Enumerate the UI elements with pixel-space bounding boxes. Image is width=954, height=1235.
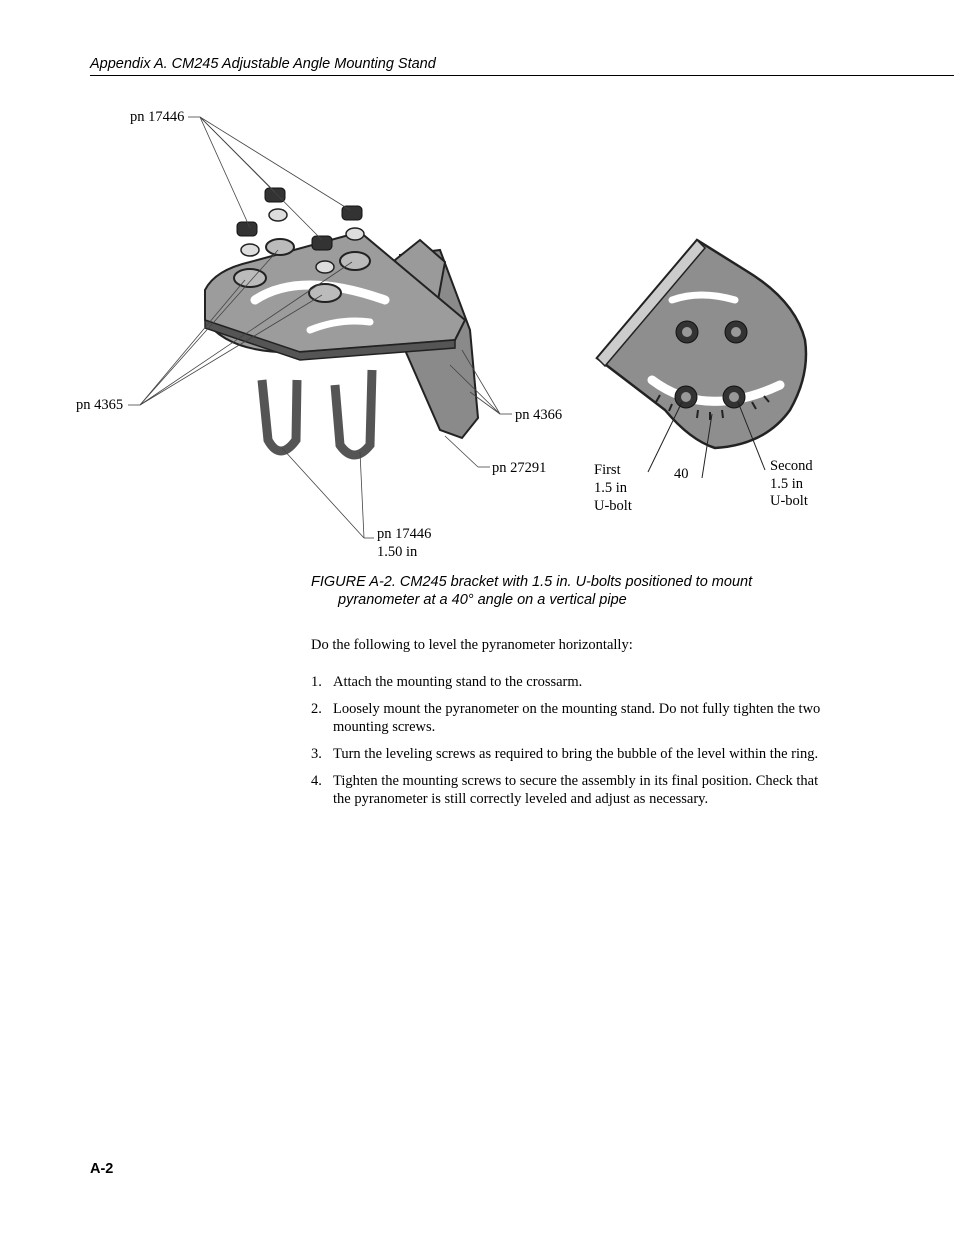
label-second-line1: Second <box>770 458 813 474</box>
label-pn-17446-bottom: pn 17446 <box>377 526 432 542</box>
figure-caption <box>311 573 831 609</box>
step-text: Tighten the mounting screws to secure the assembly in its final position. Check that the pyranometer is still correctly leveled and adjust as necessary. <box>333 773 819 807</box>
bracket-figure <box>0 0 954 560</box>
page-number: A-2 <box>90 1161 114 1177</box>
label-angle-40: 40 <box>674 466 689 482</box>
step-text: Loosely mount the pyranometer on the mounting stand. Do not fully tighten the two mounting screws. <box>333 701 821 735</box>
label-size-150: 1.50 in <box>377 544 418 560</box>
label-first-line1: First <box>594 462 621 478</box>
step-number: 3. <box>311 746 322 762</box>
steps-list <box>311 673 831 817</box>
list-item <box>311 700 831 736</box>
caption-line-1: FIGURE A-2. CM245 bracket with 1.5 in. U-bolts positioned to mount <box>311 574 753 590</box>
bracket-exploded-drawing <box>128 117 512 538</box>
bracket-plate-drawing <box>597 240 806 478</box>
step-number: 4. <box>311 773 322 789</box>
step-number: 2. <box>311 701 322 717</box>
list-item <box>311 772 831 808</box>
list-item <box>311 745 831 763</box>
list-item <box>311 673 831 691</box>
step-number: 1. <box>311 674 322 690</box>
page-header: Appendix A. CM245 Adjustable Angle Mounting Stand <box>90 56 954 76</box>
label-pn-4366: pn 4366 <box>515 407 563 423</box>
label-first-line2: 1.5 in <box>594 480 628 496</box>
label-pn-27291: pn 27291 <box>492 460 547 476</box>
label-second-line2: 1.5 in <box>770 476 804 492</box>
label-second-line3: U-bolt <box>770 493 808 509</box>
label-pn-17446-top: pn 17446 <box>130 109 185 125</box>
step-text: Turn the leveling screws as required to bring the bubble of the level within the ring. <box>333 746 819 762</box>
step-text: Attach the mounting stand to the crossarm. <box>333 674 583 690</box>
label-first-line3: U-bolt <box>594 498 632 514</box>
intro-paragraph: Do the following to level the pyranometer horizontally: <box>311 637 633 653</box>
caption-line-2: pyranometer at a 40° angle on a vertical pipe <box>338 592 627 608</box>
label-pn-4365: pn 4365 <box>76 397 124 413</box>
